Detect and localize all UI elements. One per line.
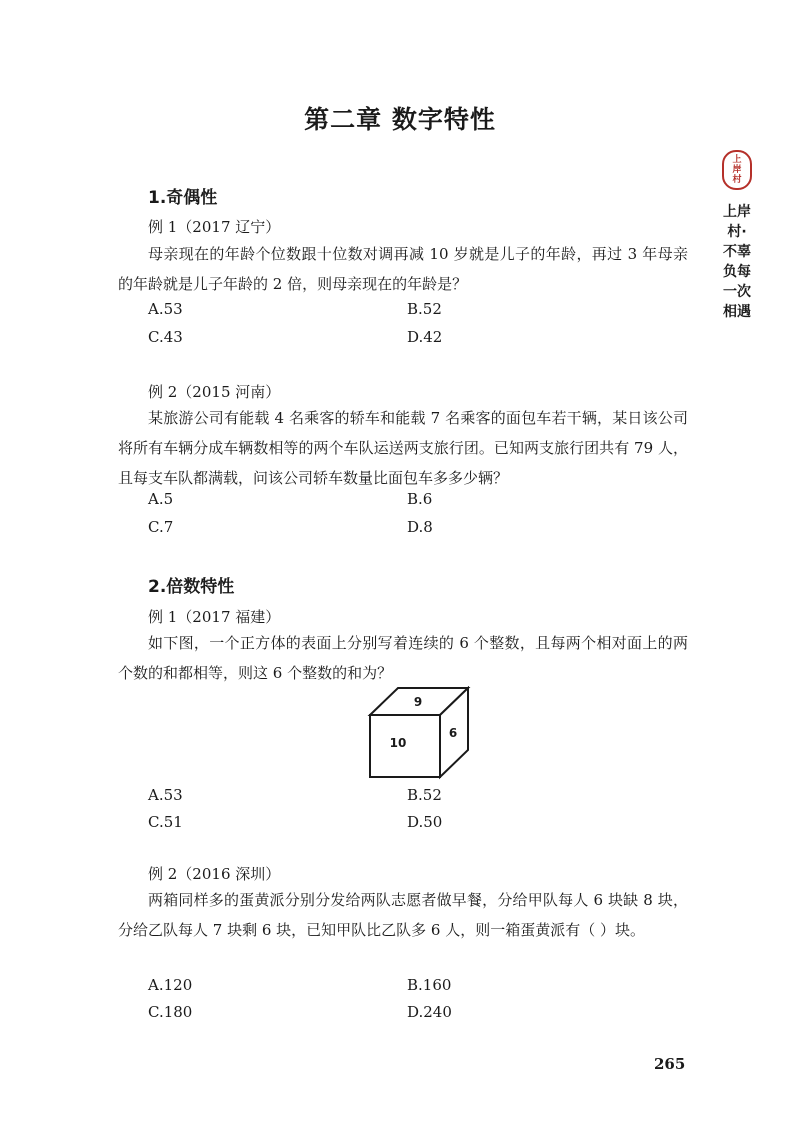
example-label: 例 2（2015 河南）: [148, 383, 281, 401]
cube-figure: [358, 686, 478, 780]
cube-front-number: 10: [389, 736, 407, 750]
cube-top-number: 9: [413, 695, 423, 709]
question-text: 两箱同样多的蛋黄派分别分发给两队志愿者做早餐，分给甲队每人 6 块缺 8 块，分给乙队每人 7 块剩 6 块，已知甲队比乙队多 6 人，则一箱蛋黄派有（ ）块。: [118, 891, 688, 939]
option-b: B.160: [407, 976, 452, 994]
option-a: A.53: [148, 300, 183, 318]
page-number: 265: [654, 1055, 686, 1073]
option-c: C.180: [148, 1003, 193, 1021]
option-b: B.6: [407, 490, 433, 508]
brand-seal: [722, 150, 752, 190]
option-c: C.51: [148, 813, 183, 831]
option-d: D.50: [407, 813, 443, 831]
brand-slogan: 上岸村·不辜负每一次相遇: [723, 204, 751, 320]
option-d: D.240: [407, 1003, 452, 1021]
option-a: A.5: [148, 490, 174, 508]
example-label: 例 1（2017 辽宁）: [148, 218, 281, 236]
question-text: 如下图，一个正方体的表面上分别写着连续的 6 个整数，且每两个相对面上的两个数的和都相等，则这 6 个整数的和为？: [118, 634, 688, 682]
question-text: 某旅游公司有能载 4 名乘客的轿车和能载 7 名乘客的面包车若干辆，某日该公司将所有车辆分成车辆数相等的两个车队运送两支旅行团。已知两支旅行团共有 79 人，且每支车队都满载，问该公司轿车数量比面包车多多少辆？: [118, 409, 688, 487]
side-brand: [722, 150, 756, 322]
example-label: 例 1（2017 福建）: [148, 608, 281, 626]
option-d: D.42: [407, 328, 443, 346]
cube-right-number: 6: [448, 726, 458, 740]
option-c: C.43: [148, 328, 183, 346]
section-heading-parity: 1.奇偶性: [148, 188, 218, 208]
option-d: D.8: [407, 518, 433, 536]
example-label: 例 2（2016 深圳）: [148, 865, 281, 883]
option-b: B.52: [407, 786, 442, 804]
option-c: C.7: [148, 518, 174, 536]
brand-seal-text: 上岸村: [732, 155, 742, 185]
option-a: A.53: [148, 786, 183, 804]
section-heading-multiples: 2.倍数特性: [148, 577, 235, 597]
chapter-title: 第二章 数字特性: [304, 105, 496, 134]
question-text: 母亲现在的年龄个位数跟十位数对调再减 10 岁就是儿子的年龄，再过 3 年母亲的年龄就是儿子年龄的 2 倍，则母亲现在的年龄是？: [118, 245, 688, 293]
option-a: A.120: [148, 976, 193, 994]
option-b: B.52: [407, 300, 442, 318]
